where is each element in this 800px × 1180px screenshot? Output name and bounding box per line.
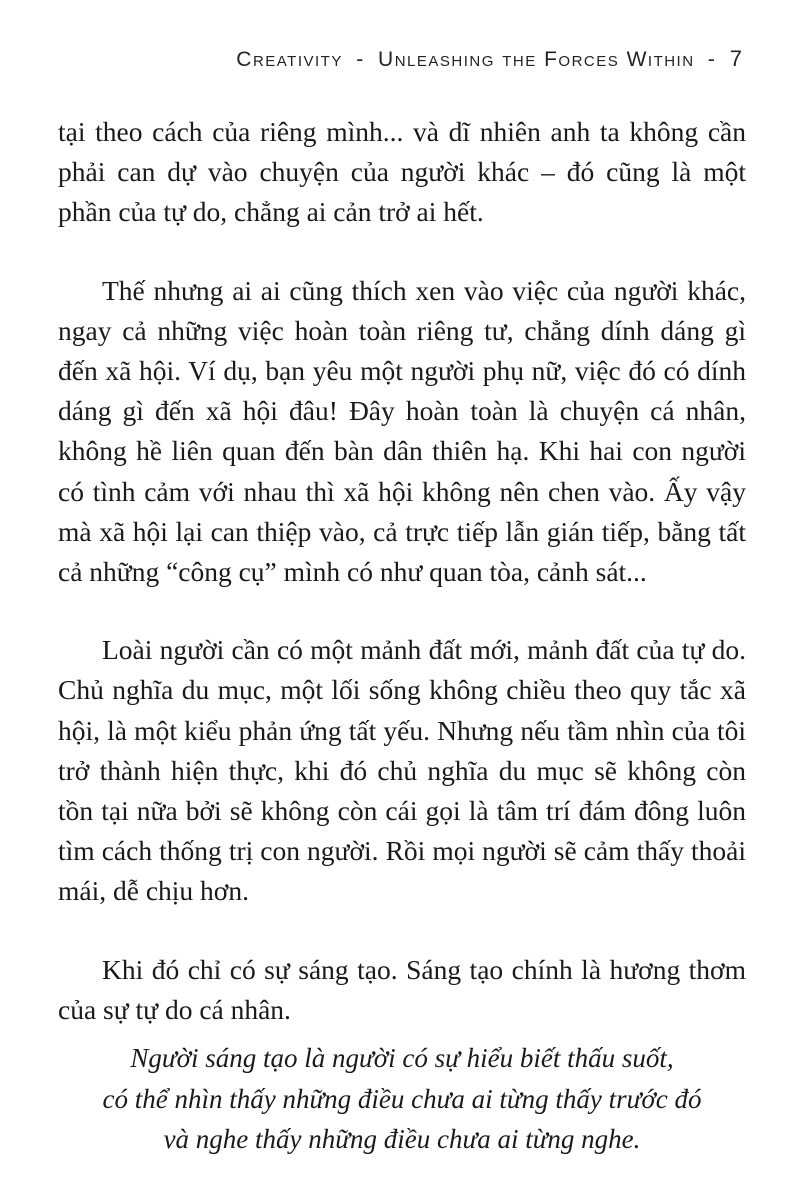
running-header: [236, 46, 742, 72]
closing-quote: [58, 1038, 746, 1160]
paragraph-1: tại theo cách của riêng mình... và dĩ nhiên anh ta không cần phải can dự vào chuyện của người khác – đó cũng là một phần của tự do, chẳng ai cản trở ai hết.: [58, 116, 746, 228]
body-text: [58, 112, 746, 1068]
paragraph-2: Thế nhưng ai ai cũng thích xen vào việc của người khác, ngay cả những việc hoàn toàn riêng tư, chẳng dính dáng gì đến xã hội. Ví dụ, bạn yêu một người phụ nữ, việc đó có dính dáng gì đến xã hội đâu! Đây hoàn toàn là chuyện cá nhân, không hề liên quan đến bàn dân thiên hạ. Khi hai con người có tình cảm với nhau thì xã hội không nên chen vào. Ấy vậy mà xã hội lại can thiệp vào, cả trực tiếp lẫn gián tiếp, bằng tất cả những “công cụ” mình có như quan tòa, cảnh sát...: [58, 274, 746, 588]
quote-line-3: và nghe thấy những điều chưa ai từng nghe.: [163, 1124, 641, 1154]
header-separator: -: [356, 48, 365, 71]
header-separator-2: -: [707, 48, 717, 71]
paragraph-3: Loài người cần có một mảnh đất mới, mảnh đất của tự do. Chủ nghĩa du mục, một lối sống không chiều theo quy tắc xã hội, là một kiểu phản ứng tất yếu. Nhưng nếu tầm nhìn của tôi trở thành hiện thực, khi đó chủ nghĩa du mục sẽ không còn tồn tại nữa bởi sẽ không còn cái gọi là tâm trí đám đông luôn tìm cách thống trị con người. Rồi mọi người sẽ cảm thấy thoải mái, dễ chịu hơn.: [58, 634, 746, 907]
page-number: 7: [729, 46, 742, 71]
quote-line-1: Người sáng tạo là người có sự hiểu biết thấu suốt,: [130, 1043, 674, 1073]
paragraph-4: Khi đó chỉ có sự sáng tạo. Sáng tạo chính là hương thơm của sự tự do cá nhân.: [58, 953, 746, 1025]
header-subtitle: Unleashing the Forces Within: [378, 48, 695, 71]
quote-line-2: có thể nhìn thấy những điều chưa ai từng thấy trước đó: [102, 1083, 702, 1114]
header-book-title: Creativity: [236, 48, 343, 71]
